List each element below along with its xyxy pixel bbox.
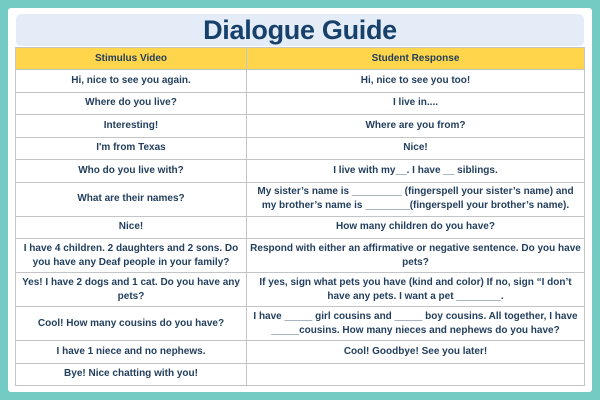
response-cell — [247, 363, 585, 386]
response-cell: Nice! — [247, 137, 585, 160]
table-row — [16, 92, 585, 115]
header-student-response: Student Response — [247, 48, 585, 70]
response-cell: I have _____ girl cousins and _____ boy cousins. All together, I have _____cousins. How many nieces and nephews do you have? — [247, 307, 585, 341]
response-cell: If yes, sign what pets you have (kind and color) If no, sign “I don’t have any pets. I want a pet ________. — [247, 273, 585, 307]
stimulus-cell: Bye! Nice chatting with you! — [16, 363, 247, 386]
table-row — [16, 341, 585, 364]
table-row — [16, 160, 585, 183]
response-cell: Hi, nice to see you too! — [247, 70, 585, 93]
table-row — [16, 70, 585, 93]
page-title: Dialogue Guide — [16, 14, 584, 46]
stimulus-cell: Interesting! — [16, 115, 247, 138]
response-cell: I live in.... — [247, 92, 585, 115]
stimulus-cell: Yes! I have 2 dogs and 1 cat. Do you have any pets? — [16, 273, 247, 307]
stimulus-cell: I'm from Texas — [16, 137, 247, 160]
response-cell: Where are you from? — [247, 115, 585, 138]
stimulus-cell: I have 4 children. 2 daughters and 2 sons. Do you have any Deaf people in your family? — [16, 239, 247, 273]
response-cell: Cool! Goodbye! See you later! — [247, 341, 585, 364]
stimulus-cell: I have 1 niece and no nephews. — [16, 341, 247, 364]
table-row — [16, 216, 585, 239]
stimulus-cell: Nice! — [16, 216, 247, 239]
dialogue-table — [15, 47, 585, 386]
response-cell: My sister’s name is _________ (fingerspell your sister’s name) and my brother’s name is ________(fingerspell your brother’s name). — [247, 182, 585, 216]
table-row — [16, 182, 585, 216]
dialogue-guide-card — [8, 8, 592, 392]
response-cell: How many children do you have? — [247, 216, 585, 239]
stimulus-cell: What are their names? — [16, 182, 247, 216]
stimulus-cell: Cool! How many cousins do you have? — [16, 307, 247, 341]
stimulus-cell: Hi, nice to see you again. — [16, 70, 247, 93]
table-header-row — [16, 48, 585, 70]
stimulus-cell: Where do you live? — [16, 92, 247, 115]
table-row — [16, 363, 585, 386]
table-row — [16, 115, 585, 138]
header-stimulus-video: Stimulus Video — [16, 48, 247, 70]
table-row — [16, 239, 585, 273]
table-row — [16, 273, 585, 307]
response-cell: I live with my__. I have __ siblings. — [247, 160, 585, 183]
stimulus-cell: Who do you live with? — [16, 160, 247, 183]
table-row — [16, 307, 585, 341]
table-row — [16, 137, 585, 160]
response-cell: Respond with either an affirmative or negative sentence. Do you have pets? — [247, 239, 585, 273]
